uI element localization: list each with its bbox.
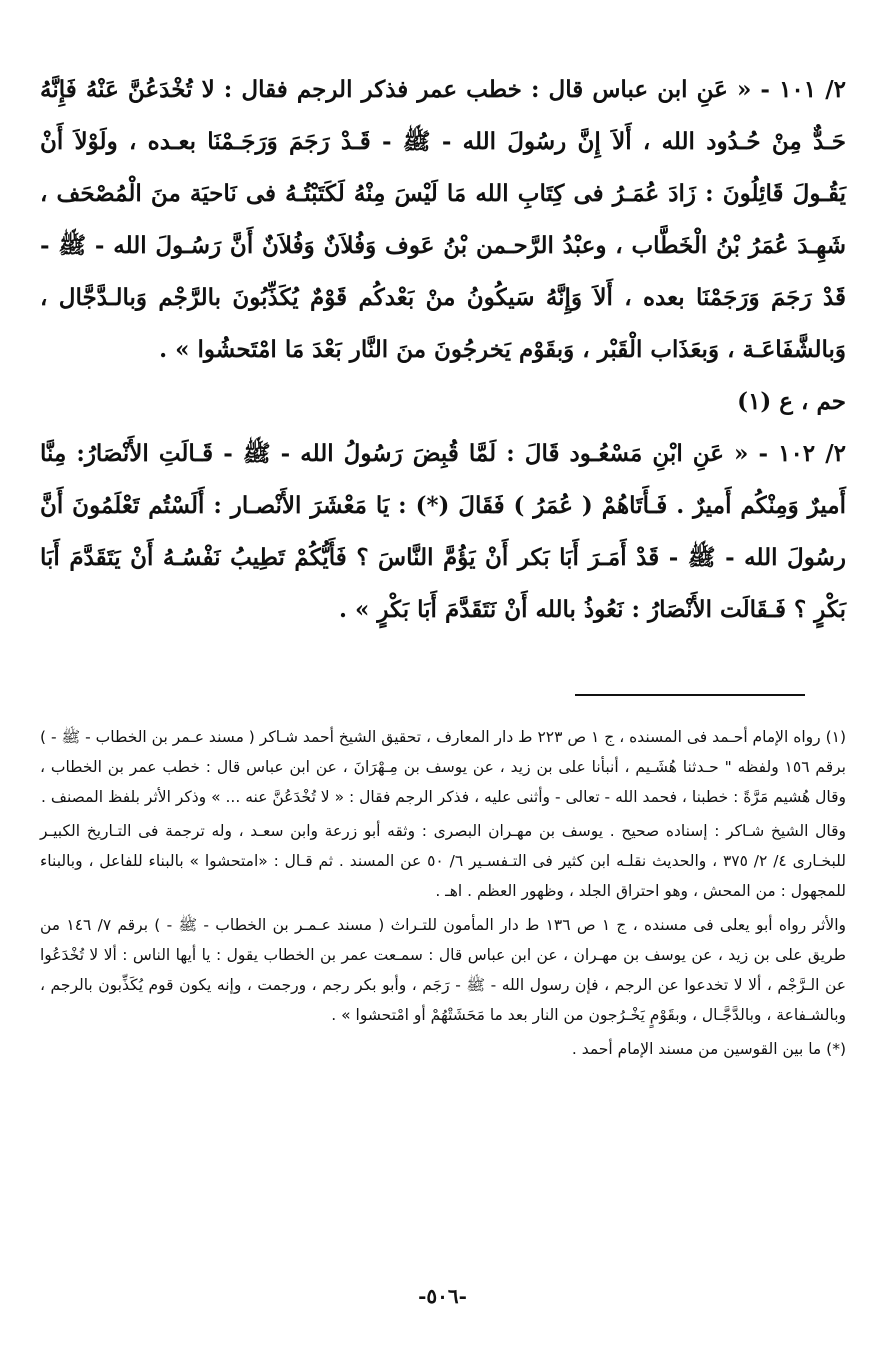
footnotes [40,722,846,1068]
hadith-101: ٢/ ١٠١ - « عَنِ ابن عباس قال : خطب عمر فذكر الرجم فقال : لا تُخْدَعُنَّ عَنْهُ فَإِنَّهُ حَـدٌّ مِنْ حُـدُود الله ، أَلاَ إِنَّ رسُولَ الله - ﷺ - قَـدْ رَجَمَ وَرَجَـمْنَا بعـده ، ولَوْلاَ أَنْ يَقُـولَ قَائِلُونَ : زَادَ عُمَـرُ فى كِتَابِ الله مَا لَيْسَ مِنْهُ لَكَتَبْتُـهُ فى نَاحيَة منَ الْمُصْحَف ، شَهِـدَ عُمَرُ بْنُ الْخَطَّاب ، وعبْدُ الرَّحـمن بْنُ عَوف وَفُلاَنٌ وَفُلاَنٌ أَنَّ رَسُـولَ الله - ﷺ - قَدْ رَجَمَ وَرَجَمْنَا بعده ، أَلاَ وَإِنَّهُ سَيكُونُ منْ بَعْدكُم قَوْمٌ يُكَذِّبُونَ بالرَّجْم وَبالـدَّجَّال ، وَبالشَّفَاعَـة ، وَبعَذَاب الْقَبْر ، وَبقَوْم يَخرجُونَ منَ النَّار بَعْدَ مَا امْتَحشُوا » . [40,76,846,363]
footnote-1: (١) رواه الإمام أحـمد فى المسنده ، ج ١ ص ٢٢٣ ط دار المعارف ، تحقيق الشيخ أحمد شـاكر ( مسند عـمر بن الخطاب - ﷺ - ) برقم ١٥٦ ولفظه " حـدثنا هُشَـيم ، أنبأنا على بن زيد ، عن يوسف بن مِـهْرَانَ ، عن ابن عباس قال : خطب عمر بن الخطاب ، وقال هُشيم مَرَّةً : خطبنا ، فحمد الله - تعالى - وأثنى عليه ، فذكر الرجم فقال : « لا تُخْدَعُنَّ عنه ... » وذكر الأثر بلفظ المصنف . [40,728,847,806]
main-text [40,64,846,636]
hadith-102: ٢/ ١٠٢ - « عَنِ ابْنِ مَسْعُـود قَالَ : لَمَّا قُبِضَ رَسُولُ الله - ﷺ - قَـالَتِ الأَنْصَارُ: مِنَّا أَميرٌ وَمِنْكُم أَميرٌ . فَـأَتَاهُمْ ( عُمَرُ ) فَقَالَ (*) : يَا مَعْشَرَ الأَنْصـار : أَلَسْتُم تَعْلَمُونَ أَنَّ رسُولَ الله - ﷺ - قَدْ أَمَـرَ أَبَا بَكر أَنْ يَؤُمَّ النَّاسَ ؟ فَأَيُّكُمْ تَطِيبُ نَفْسُـهُ أَنْ يَتَقَدَّمَ أَبَا بَكْرٍ ؟ فَـقَالَت الأَنْصَارُ : نَعُوذُ بالله أَنْ نَتَقَدَّمَ أَبَا بَكْرٍ » . [40,440,846,623]
footnote-1-grading: وقال الشيخ شـاكر : إسناده صحيح . يوسف بن مهـران البصرى : وثقه أبو زرعة وابن سعـد ، وله ترجمة فى التـاريخ الكبيـر للبخـارى ٤/ ٢/ ٣٧٥ ، والحديث نقلـه ابن كثير فى التـفسـير ٦/ ٥٠ عن المسند . ثم قـال : «امتحشوا » بالبناء للفاعل ، وبالبناء للمجهول : من المحش ، وهو احتراق الجلد ، وظهور العظم . اهـ . [40,822,847,900]
footnote-star: (*) ما بين القوسين من مسند الإمام أحمد . [571,1040,846,1058]
footnote-1-abu-yala: والأثر رواه أبو يعلى فى مسنده ، ج ١ ص ١٣٦ ط دار المأمون للتـراث ( مسند عـمـر بن الخطاب - ﷺ - ) برقم ٧/ ١٤٦ من طريق على بن زيد ، عن يوسف بن مهـران ، عن ابن عباس قال : سمـعت عمر بن الخطاب يقول : يا أيها الناس : ألا لا تُخْدَعُوا عن الـرَّجْم ، ألا لا تخدعوا عن الرجم ، فإن رسول الله - ﷺ - رَجَم ، وأبو بكر رجم ، ورجمت ، وإنه يكون قوم يُكَذِّبون بالرجم ، وبالشـفاعة ، وبالدَّجَّـال ، وبقَوْمٍ يَخْـرُجون من النار بعد ما مَحَشَتْهُمْ أو امْتحشوا » . [40,916,847,1024]
hadith-101-source: حم ، ع (١) [737,388,846,415]
footnote-separator-rule [575,694,805,696]
page-number: -٥٠٦- [418,1284,467,1308]
